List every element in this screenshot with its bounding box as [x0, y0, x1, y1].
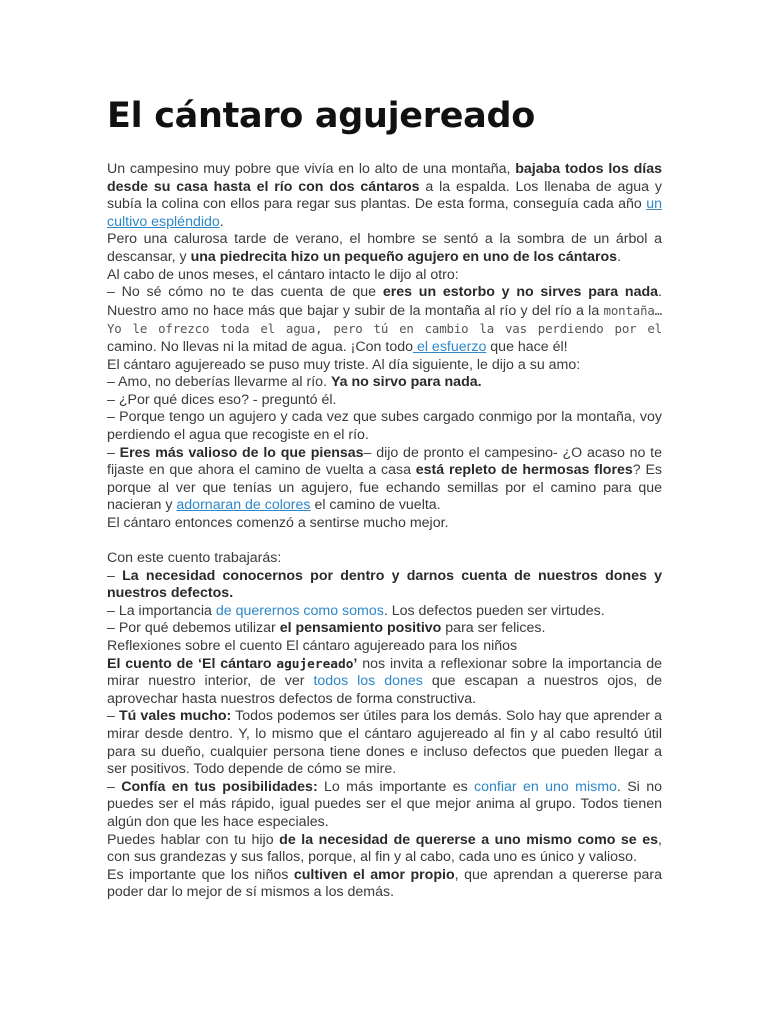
paragraph-hablar: Puedes hablar con tu hijo de la necesidad de quererse a uno mismo como se es, con sus grandezas y sus fallos, porque, al fin y al cabo, cada uno es único y valioso.: [107, 831, 662, 866]
link-confiar[interactable]: confiar en uno mismo: [474, 778, 617, 795]
paragraph-cuento: El cuento de ‘El cántaro agujereado’ nos invita a reflexionar sobre la importancia de mirar nuestro interior, de ver todos los dones que escapan a nuestros ojos, de aprovechar hasta nuestros defectos de forma constructiva.: [107, 655, 662, 707]
paragraph-importancia: – La importancia de querernos como somos. Los defectos pueden ser virtudes.: [107, 602, 605, 619]
paragraph-intro: Un campesino muy pobre que vivía en lo alto de una montaña, bajaba todos los días desde su casa hasta el río con dos cántaros a la espalda. Los llenaba de agua y subía la colina con ellos para regar sus plantas. De esta forma, conseguía cada año un cultivo espléndido.: [107, 161, 662, 230]
link-querernos[interactable]: de querernos como somos: [215, 602, 384, 619]
document-title: El cántaro agujereado: [107, 96, 535, 136]
paragraph-confia: – Confía en tus posibilidades: Lo más importante es confiar en uno mismo. Si no puedes ser el más rápido, igual puedes ser el que mejor anima al grupo. Todos tienen algún don que les hace especiales.: [107, 778, 662, 830]
paragraph-necesidad: – La necesidad conocernos por dentro y darnos cuenta de nuestros dones y nuestros defectos.: [107, 567, 662, 602]
link-adornaran[interactable]: adornaran de colores: [176, 497, 311, 514]
paragraph-amor-propio: Es importante que los niños cultiven el amor propio, que aprendan a quererse para poder dar lo mejor de sí mismos a los demás.: [107, 866, 662, 901]
paragraph-pensamiento: – Por qué debemos utilizar el pensamiento positivo para ser felices.: [107, 620, 546, 637]
paragraph-vales: – Tú vales mucho: Todos podemos ser útiles para los demás. Solo hay que aprender a mirar desde dentro. Y, lo mismo que el cántaro agujereado al fin y al cabo resultó útil para su dueño, cualquier persona tiene dones e incluso defectos que pueden llegar a ser positivos. Todo depende de cómo se mire.: [107, 708, 662, 778]
paragraph-piedrecita: Pero una calurosa tarde de verano, el hombre se sentó a la sombra de un árbol a descansar, y una piedrecita hizo un pequeño agujero en uno de los cántaros.: [107, 231, 662, 265]
story-body: [107, 161, 662, 902]
paragraph-cabo: Al cabo de unos meses, el cántaro intacto le dijo al otro:: [107, 266, 459, 283]
paragraph-amo: – Amo, no deberías llevarme al río. Ya no sirvo para nada.: [107, 374, 482, 391]
paragraph-spacer: [107, 532, 662, 550]
link-cultivo[interactable]: un cultivo espléndido: [107, 196, 662, 230]
link-dones[interactable]: todos los dones: [313, 673, 423, 690]
paragraph-valioso: – Eres más valioso de lo que piensas– dijo de pronto el campesino- ¿O acaso no te fijaste en que ahora el camino de vuelta a casa está repleto de hermosas flores? Es porque al ver que tenías un agujero, fue echando semillas por el camino para que nacieran y adornaran de colores el camino de vuelta.: [107, 444, 662, 514]
paragraph-triste: El cántaro agujereado se puso muy triste. Al día siguiente, le dijo a su amo:: [107, 356, 581, 373]
paragraph-pregunto: – ¿Por qué dices eso? - preguntó él.: [107, 391, 337, 408]
paragraph-estorbo: – No sé cómo no te das cuenta de que eres un estorbo y no sirves para nada. Nuestro amo no hace más que bajar y subir de la montaña al río y del río a la montaña… Yo le ofrezco toda el agua, pero tú en cambio la vas perdiendo por el camino. No llevas ni la mitad de agua. ¡Con todo el esfuerzo que hace él!: [107, 284, 662, 355]
paragraph-reflexiones: Reflexiones sobre el cuento El cántaro agujereado para los niños: [107, 638, 518, 655]
paragraph-mejor: El cántaro entonces comenzó a sentirse mucho mejor.: [107, 514, 449, 531]
link-esfuerzo[interactable]: el esfuerzo: [413, 338, 487, 355]
paragraph-agujero: – Porque tengo un agujero y cada vez que subes cargado conmigo por la montaña, voy perdiendo el agua que recogiste en el río.: [107, 409, 662, 443]
paragraph-trabajaras: Con este cuento trabajarás:: [107, 550, 282, 567]
